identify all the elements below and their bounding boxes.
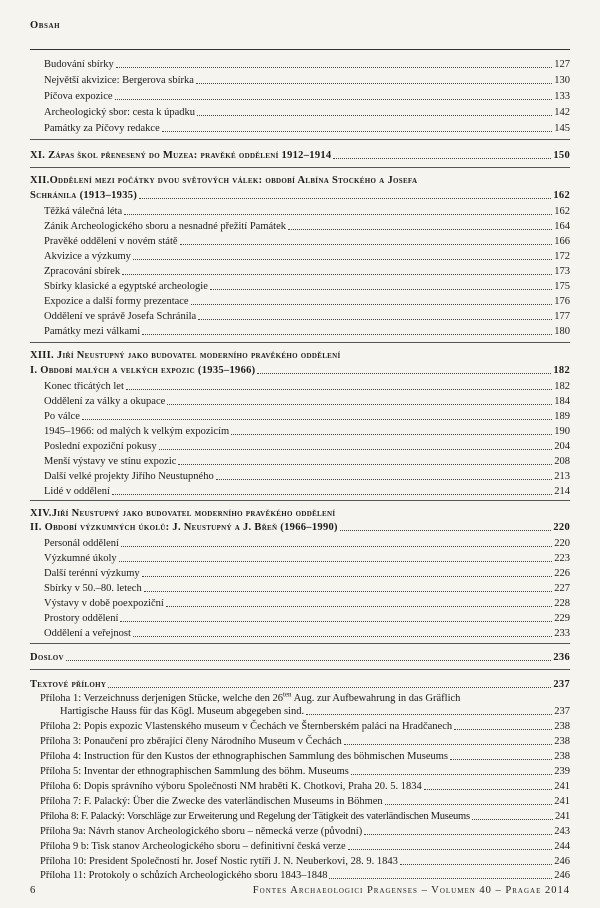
toc-entry[interactable]: Poslední expoziční pokusy 204 [44,441,570,452]
appendix-entry[interactable]: Příloha 7: F. Palacký: Über die Zwecke des vaterländischen Museums in Böhmen 241 [40,796,570,807]
toc-entry[interactable]: Těžká válečná léta 162 [44,206,570,217]
chapter-xiii-title[interactable]: XIII. Jiří Neustupný jako budovatel moderního pravěkého oddělení [30,350,341,361]
appendix-entry[interactable]: Příloha 9 b: Tisk stanov Archeologického sboru – definitivní česká verze 244 [40,841,570,852]
appendix-entry[interactable]: Příloha 10: President Společnosti hr. Josef Nostic rytíři J. N. Neuberkovi, 28. 9. 1843 246 [40,856,570,867]
page-number: 6 [30,885,36,896]
toc-entry[interactable]: Sbírky klasické a egyptské archeologie 175 [44,281,570,292]
toc-entry[interactable]: Menší výstavy ve stínu expozic 208 [44,456,570,467]
chapter-xiv-title[interactable]: XIV.Jiří Neustupný jako budovatel moderního pravěkého oddělení [30,508,336,519]
toc-entry[interactable]: Pravěké oddělení v novém státě 166 [44,236,570,247]
chapter-xiii-entry[interactable]: I. Období malých a velkých expozic (1935–1966) 182 [30,365,570,376]
appendix-1-title[interactable]: Příloha 1: Verzeichnuss derjenigen Stücke, welche den $26^{ten}$ Aug. zur Aufbewahrung in das Gräflich [40,690,461,704]
toc-entry[interactable]: Po válce 189 [44,411,570,422]
toc-entry[interactable]: 1945–1966: od malých k velkým expozicím 190 [44,426,570,437]
toc-entry[interactable]: Budování sbírky 127 [44,59,570,70]
page-title: Obsah [30,20,61,31]
toc-entry[interactable]: Expozice a další formy prezentace 176 [44,296,570,307]
toc-entry[interactable]: Sbírky v 50.–80. letech 227 [44,583,570,594]
appendix-entry[interactable]: Příloha 9a: Návrh stanov Archeologického sboru – německá verze (původní) 243 [40,826,570,837]
section-divider [30,500,570,501]
toc-entry[interactable]: Památky mezi válkami 180 [44,326,570,337]
toc-entry[interactable]: Píčova expozice 133 [44,91,570,102]
chapter-xi-entry[interactable]: XI. Zápas škol přenesený do Muzea: pravěké oddělení 1912–1914 150 [30,150,570,161]
doslov-entry[interactable]: Doslov 236 [30,652,570,663]
toc-entry[interactable]: Výzkumné úkoly 223 [44,553,570,564]
toc-entry[interactable]: Konec třicátých let 182 [44,381,570,392]
header-divider [30,49,570,50]
appendix-1-entry[interactable]: Hartigische Hauss für das Kögl. Museum abgegeben sind. 237 [60,706,570,717]
toc-entry[interactable]: Zánik Archeologického sboru a nesnadné přežití Památek 164 [44,221,570,232]
section-divider [30,139,570,140]
chapter-xii-entry[interactable]: Schránila (1913–1935) 162 [30,190,570,201]
toc-entry[interactable]: Další terénní výzkumy 226 [44,568,570,579]
toc-entry[interactable]: Největší akvizice: Bergerova sbírka 130 [44,75,570,86]
toc-entry[interactable]: Památky za Píčovy redakce 145 [44,123,570,134]
toc-entry[interactable]: Lidé v oddělení 214 [44,486,570,497]
series-title: Fontes Archaeologici Pragenses – Volumen 40 – Pragae 2014 [252,885,570,896]
toc-entry[interactable]: Zpracování sbírek 173 [44,266,570,277]
appendix-entry[interactable]: Příloha 3: Ponaučení pro zběrající členy Národního Museum v Čechách 238 [40,736,570,747]
toc-entry[interactable]: Oddělení a veřejnost 233 [44,628,570,639]
section-divider [30,167,570,168]
chapter-xiv-entry[interactable]: II. Období výzkumných úkolů: J. Neustupný a J. Břeň (1966–1990) 220 [30,522,570,533]
textove-prilohy-entry[interactable]: Textové přílohy 237 [30,679,570,690]
toc-entry[interactable]: Akvizice a výzkumy 172 [44,251,570,262]
appendix-entry[interactable]: Příloha 2: Popis expozic Vlastenského museum v Čechách ve Šternberském paláci na Hradčanech 238 [40,721,570,732]
toc-entry[interactable]: Personál oddělení 220 [44,538,570,549]
toc-entry[interactable]: Oddělení za války a okupace 184 [44,396,570,407]
section-divider [30,342,570,343]
page-footer [30,885,570,896]
toc-entry[interactable]: Archeologický sbor: cesta k úpadku 142 [44,107,570,118]
section-divider [30,669,570,670]
toc-entry[interactable]: Oddělení ve správě Josefa Schránila 177 [44,311,570,322]
appendix-entry[interactable]: Příloha 4: Instruction für den Kustos der ethnographischen Sammlung des böhmischen Museums 238 [40,751,570,762]
chapter-xii-title[interactable]: XII.Oddělení mezi počátky dvou světových válek: období Albína Stockého a Josefa [30,175,418,186]
toc-entry[interactable]: Další velké projekty Jiřího Neustupného 213 [44,471,570,482]
appendix-entry[interactable]: Příloha 11: Protokoly o schůzích Archeologického sboru 1843–1848 246 [40,870,570,881]
section-divider [30,643,570,644]
appendix-entry[interactable]: Příloha 6: Dopis správního výboru Společnosti NM hraběti K. Chotkovi, Praha 20. 5. 1834 241 [40,781,570,792]
toc-entry[interactable]: Prostory oddělení 229 [44,613,570,624]
toc-entry[interactable]: Výstavy v době poexpoziční 228 [44,598,570,609]
appendix-entry[interactable]: Příloha 8: F. Palacký: Vorschläge zur Erweiterung und Regelung der Tätigkeit des vaterländischen Museums 241 [40,811,570,822]
appendix-entry[interactable]: Příloha 5: Inventar der ethnographischen Sammlung des böhm. Museums 239 [40,766,570,777]
